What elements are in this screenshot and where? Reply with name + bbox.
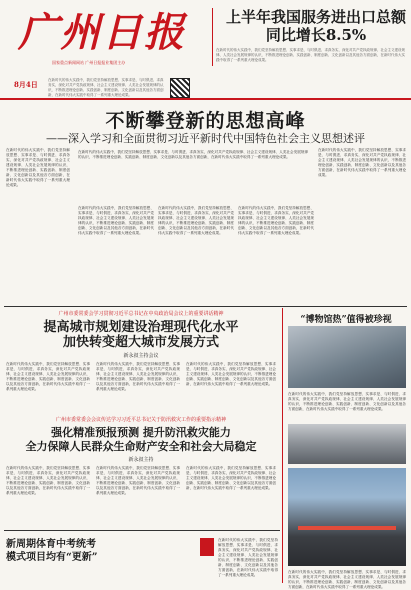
top-headline-line-2: 同比增长8.5%	[265, 26, 367, 44]
right-column-text: 在新时代的伟大实践中，我们党坚持解放思想、实事求是、与时俱进、求真务实，深化对共产党执政规律、社会主义建设规律、人类社会发展规律的认识，不断推进理论创新、实践创新、制度创新、文化创新以及其他各方面创新，在新时代伟大实践中取得了一系列重大理论成果。	[318, 148, 406, 177]
low-section-banner: 广州市委常委会会议传达学习习近平总书记关于防汛救灾工作的重要指示精神	[55, 417, 226, 423]
red-rule-top	[0, 98, 411, 100]
logo-subtitle: 国家重点新闻网站 广州日报报业集团主办	[52, 60, 126, 65]
feature-caption: 在新时代的伟大实践中，我们党坚持解放思想、实事求是、与时俱进、求真务实，深化对共产党执政规律、社会主义建设规律、人类社会发展规律的认识，不断推进理论创新、实践创新、制度创新、文化创新以及其他各方面创新，在新时代伟大实践中取得了一系列重大理论成果。	[288, 570, 406, 589]
mid-col-1: 在新时代的伟大实践中，我们党坚持解放思想、实事求是、与时俱进、求真务实，深化对共产党执政规律、社会主义建设规律、人类社会发展规律的认识，不断推进理论创新、实践创新、制度创新、文化创新以及其他各方面创新，在新时代伟大实践中取得了一系列重大理论成果。	[6, 362, 90, 391]
section-divider	[4, 306, 407, 307]
top-headline-summary: 在新时代的伟大实践中，我们党坚持解放思想、实事求是、与时俱进、求真务实，深化对共产党执政规律、社会主义建设规律、人类社会发展规律的认识，不断推进理论创新、实践创新、制度创新、文化创新以及其他各方面创新，在新时代伟大实践中取得了一系列重大理论成果。	[216, 48, 405, 62]
low-col-1: 在新时代的伟大实践中，我们党坚持解放思想、实事求是、与时俱进、求真务实，深化对共产党执政规律、社会主义建设规律、人类社会发展规律的认识，不断推进理论创新、实践创新、制度创新、文化创新以及其他各方面创新，在新时代伟大实践中取得了一系列重大理论成果。	[6, 466, 90, 495]
top-headline-line-1: 上半年我国服务进出口总额	[226, 8, 407, 26]
lead-col-2: 在新时代的伟大实践中，我们党坚持解放思想、实事求是、与时俱进、求真务实，深化对共产党执政规律、社会主义建设规律、人类社会发展规律的认识，不断推进理论创新、实践创新、制度创新、文化创新以及其他各方面创新，在新时代伟大实践中取得了一系列重大理论成果。	[158, 206, 234, 235]
mid-headline-line-2: 加快转变超大城市发展方式	[62, 335, 219, 350]
bottom-headline-line-1: 新周期体育中考统考	[6, 539, 96, 550]
mid-byline: 新永叔主持会议	[123, 353, 159, 359]
bottom-headline-line-2: 模式项目均有“更新”	[6, 552, 98, 563]
mid-headline[interactable]	[6, 320, 276, 350]
photo-detail-bar	[298, 526, 396, 530]
low-byline: 新永叔主持	[128, 457, 154, 463]
left-column-text: 在新时代的伟大实践中，我们党坚持解放思想、实事求是、与时俱进、求真务实，深化对共产党执政规律、社会主义建设规律、人类社会发展规律的认识，不断推进理论创新、实践创新、制度创新、文化创新以及其他各方面创新，在新时代伟大实践中取得了一系列重大理论成果。	[6, 148, 70, 187]
lead-intro-text: 在新时代的伟大实践中，我们党坚持解放思想、实事求是、与时俱进、求真务实，深化对共产党执政规律、社会主义建设规律、人类社会发展规律的认识，不断推进理论创新、实践创新、制度创新、文化创新以及其他各方面创新，在新时代伟大实践中取得了一系列重大理论成果。	[78, 150, 308, 159]
lead-subtitle: ——深入学习和全面贯彻习近平新时代中国特色社会主义思想述评	[46, 132, 365, 145]
mid-col-2: 在新时代的伟大实践中，我们党坚持解放思想、实事求是、与时俱进、求真务实，深化对共产党执政规律、社会主义建设规律、人类社会发展规律的认识，不断推进理论创新、实践创新、制度创新、文化创新以及其他各方面创新，在新时代伟大实践中取得了一系列重大理论成果。	[96, 362, 180, 391]
page-marker-badge	[200, 538, 214, 556]
lead-title[interactable]: 不断攀登新的思想高峰	[105, 110, 306, 132]
info-ribbon-text: 在新时代的伟大实践中，我们党坚持解放思想、实事求是、与时俱进、求真务实，深化对共产党执政规律、社会主义建设规律、人类社会发展规律的认识，不断推进理论创新、实践创新、制度创新、文化创新以及其他各方面创新，在新时代伟大实践中取得了一系列重大理论成果。	[48, 78, 164, 97]
feature-photo-1	[288, 326, 406, 388]
mid-col-3: 在新时代的伟大实践中，我们党坚持解放思想、实事求是、与时俱进、求真务实，深化对共产党执政规律、社会主义建设规律、人类社会发展规律的认识，不断推进理论创新、实践创新、制度创新、文化创新以及其他各方面创新，在新时代伟大实践中取得了一系列重大理论成果。	[186, 362, 276, 386]
feature-text-1: 在新时代的伟大实践中，我们党坚持解放思想、实事求是、与时俱进、求真务实，深化对共产党执政规律、社会主义建设规律、人类社会发展规律的认识，不断推进理论创新、实践创新、制度创新、文化创新以及其他各方面创新，在新时代伟大实践中取得了一系列重大理论成果。	[288, 392, 406, 411]
mid-section-banner: 广州市委常委会学习贯彻习近平总书记在中央政治局会议上的重要讲话精神	[58, 311, 224, 317]
low-headline[interactable]	[6, 426, 276, 454]
low-col-2: 在新时代的伟大实践中，我们党坚持解放思想、实事求是、与时俱进、求真务实，深化对共产党执政规律、社会主义建设规律、人类社会发展规律的认识，不断推进理论创新、实践创新、制度创新、文化创新以及其他各方面创新，在新时代伟大实践中取得了一系列重大理论成果。	[96, 466, 180, 495]
qr-code-icon	[170, 78, 190, 98]
low-headline-line-1: 强化精准预报预测 提升防汛救灾能力	[51, 426, 231, 439]
low-headline-line-2: 全力保障人民群众生命财产安全和社会大局稳定	[25, 440, 257, 453]
bottom-side-text: 在新时代的伟大实践中，我们党坚持解放思想、实事求是、与时俱进、求真务实，深化对共产党执政规律、社会主义建设规律、人类社会发展规律的认识，不断推进理论创新、实践创新、制度创新、文化创新以及其他各方面创新，在新时代伟大实践中取得了一系列重大理论成果。	[218, 538, 278, 577]
feature-title[interactable]: “博物馆热”值得被珍视	[300, 315, 392, 325]
issue-date: 8月4日	[14, 80, 38, 89]
bottom-divider	[4, 530, 280, 531]
lead-col-3: 在新时代的伟大实践中，我们党坚持解放思想、实事求是、与时俱进、求真务实，深化对共产党执政规律、社会主义建设规律、人类社会发展规律的认识，不断推进理论创新、实践创新、制度创新、文化创新以及其他各方面创新，在新时代伟大实践中取得了一系列重大理论成果。	[238, 206, 314, 235]
mid-headline-line-1: 提高城市规划建设治理现代化水平	[43, 320, 239, 335]
masthead-divider	[212, 8, 213, 66]
newspaper-logo: 广州日报	[18, 9, 186, 56]
feature-photo-2	[288, 424, 406, 464]
top-headline[interactable]	[226, 8, 406, 44]
right-feature-divider	[282, 308, 283, 583]
lead-col-1: 在新时代的伟大实践中，我们党坚持解放思想、实事求是、与时俱进、求真务实，深化对共产党执政规律、社会主义建设规律、人类社会发展规律的认识，不断推进理论创新、实践创新、制度创新、文化创新以及其他各方面创新，在新时代伟大实践中取得了一系列重大理论成果。	[78, 206, 154, 235]
feature-photo-3	[288, 468, 406, 566]
low-col-3: 在新时代的伟大实践中，我们党坚持解放思想、实事求是、与时俱进、求真务实，深化对共产党执政规律、社会主义建设规律、人类社会发展规律的认识，不断推进理论创新、实践创新、制度创新、文化创新以及其他各方面创新，在新时代伟大实践中取得了一系列重大理论成果。	[186, 466, 276, 490]
bottom-headline[interactable]	[6, 538, 186, 564]
